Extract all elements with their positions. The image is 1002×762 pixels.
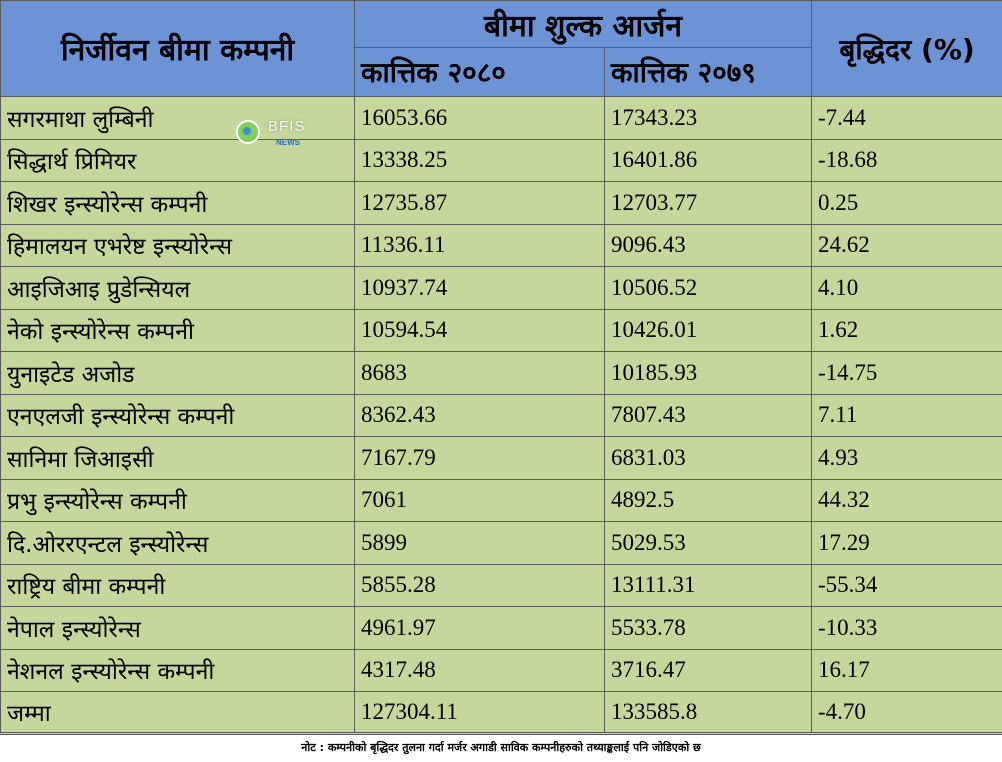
previous-value-cell: 5533.78	[605, 607, 812, 650]
previous-value-cell: 9096.43	[605, 224, 812, 267]
company-cell: नेपाल इन्स्योरेन्स	[1, 607, 355, 650]
footnote: नोट : कम्पनीको बृद्धिदर तुलना गर्दा मर्जर अगाडी साविक कम्पनीहरुको तथ्याङ्कलाई पनि जोडिएको छ	[0, 734, 1002, 762]
previous-value-cell: 6831.03	[605, 437, 812, 480]
previous-value-cell: 10426.01	[605, 309, 812, 352]
company-cell: सिद्धार्थ प्रिमियर	[1, 139, 355, 182]
company-cell: शिखर इन्स्योरेन्स कम्पनी	[1, 182, 355, 225]
growth-cell: -7.44	[812, 97, 1002, 140]
header-company: निर्जीवन बीमा कम्पनी	[1, 1, 355, 97]
table-row	[1, 607, 1002, 650]
company-cell: हिमालयन एभरेष्ट इन्स्योरेन्स	[1, 224, 355, 267]
current-value-cell: 12735.87	[355, 182, 605, 225]
growth-cell: -55.34	[812, 564, 1002, 607]
growth-cell: 44.32	[812, 479, 1002, 522]
current-value-cell: 10937.74	[355, 267, 605, 310]
current-value-cell: 7061	[355, 479, 605, 522]
previous-value-cell: 7807.43	[605, 394, 812, 437]
growth-cell: -14.75	[812, 352, 1002, 395]
current-value-cell: 5899	[355, 522, 605, 565]
table-row	[1, 522, 1002, 565]
growth-cell: 1.62	[812, 309, 1002, 352]
growth-cell: 0.25	[812, 182, 1002, 225]
current-value-cell: 4961.97	[355, 607, 605, 650]
growth-cell: 17.29	[812, 522, 1002, 565]
current-value-cell: 5855.28	[355, 564, 605, 607]
table-row	[1, 352, 1002, 395]
current-value-cell: 13338.25	[355, 139, 605, 182]
growth-cell: 4.93	[812, 437, 1002, 480]
company-cell: सानिमा जिआइसी	[1, 437, 355, 480]
previous-value-cell: 16401.86	[605, 139, 812, 182]
previous-value-cell: 5029.53	[605, 522, 812, 565]
table-row	[1, 437, 1002, 480]
table-row	[1, 479, 1002, 522]
previous-value-cell: 12703.77	[605, 182, 812, 225]
company-cell: युनाइटेड अजोड	[1, 352, 355, 395]
logo-sub: NEWS	[276, 138, 300, 147]
growth-cell: -4.70	[812, 692, 1002, 733]
table-row	[1, 267, 1002, 310]
company-cell: सगरमाथा लुम्बिनी	[1, 97, 355, 140]
current-value-cell: 4317.48	[355, 649, 605, 692]
table-row	[1, 394, 1002, 437]
company-cell: एनएलजी इन्स्योरेन्स कम्पनी	[1, 394, 355, 437]
logo-word: BFIS	[268, 118, 305, 135]
table-row	[1, 649, 1002, 692]
header-previous: कात्तिक २०७९	[605, 48, 812, 97]
previous-value-cell: 10185.93	[605, 352, 812, 395]
company-cell: दि.ओररएन्टल इन्स्योरेन्स	[1, 522, 355, 565]
company-cell: आइजिआइ प्रुडेन्सियल	[1, 267, 355, 310]
current-value-cell: 10594.54	[355, 309, 605, 352]
table-row	[1, 224, 1002, 267]
growth-cell: 16.17	[812, 649, 1002, 692]
growth-cell: 7.11	[812, 394, 1002, 437]
table-row	[1, 309, 1002, 352]
company-cell: प्रभु इन्स्योरेन्स कम्पनी	[1, 479, 355, 522]
growth-cell: 24.62	[812, 224, 1002, 267]
growth-cell: -18.68	[812, 139, 1002, 182]
header-premium-group: बीमा शुल्क आर्जन	[355, 1, 812, 48]
table-row	[1, 182, 1002, 225]
previous-value-cell: 133585.8	[605, 692, 812, 733]
header-growth: बृद्धिदर (%)	[812, 1, 1002, 97]
current-value-cell: 16053.66	[355, 97, 605, 140]
previous-value-cell: 3716.47	[605, 649, 812, 692]
previous-value-cell: 4892.5	[605, 479, 812, 522]
table-row	[1, 564, 1002, 607]
company-cell: जम्मा	[1, 692, 355, 733]
growth-cell: -10.33	[812, 607, 1002, 650]
header-current: कात्तिक २०८०	[355, 48, 605, 97]
table-row	[1, 97, 1002, 140]
growth-cell: 4.10	[812, 267, 1002, 310]
total-row	[1, 692, 1002, 733]
company-cell: नेशनल इन्स्योरेन्स कम्पनी	[1, 649, 355, 692]
company-cell: राष्ट्रिय बीमा कम्पनी	[1, 564, 355, 607]
current-value-cell: 127304.11	[355, 692, 605, 733]
current-value-cell: 7167.79	[355, 437, 605, 480]
current-value-cell: 8362.43	[355, 394, 605, 437]
company-cell: नेको इन्स्योरेन्स कम्पनी	[1, 309, 355, 352]
table-row	[1, 139, 1002, 182]
previous-value-cell: 17343.23	[605, 97, 812, 140]
current-value-cell: 11336.11	[355, 224, 605, 267]
table-body	[1, 97, 1002, 733]
current-value-cell: 8683	[355, 352, 605, 395]
previous-value-cell: 13111.31	[605, 564, 812, 607]
previous-value-cell: 10506.52	[605, 267, 812, 310]
